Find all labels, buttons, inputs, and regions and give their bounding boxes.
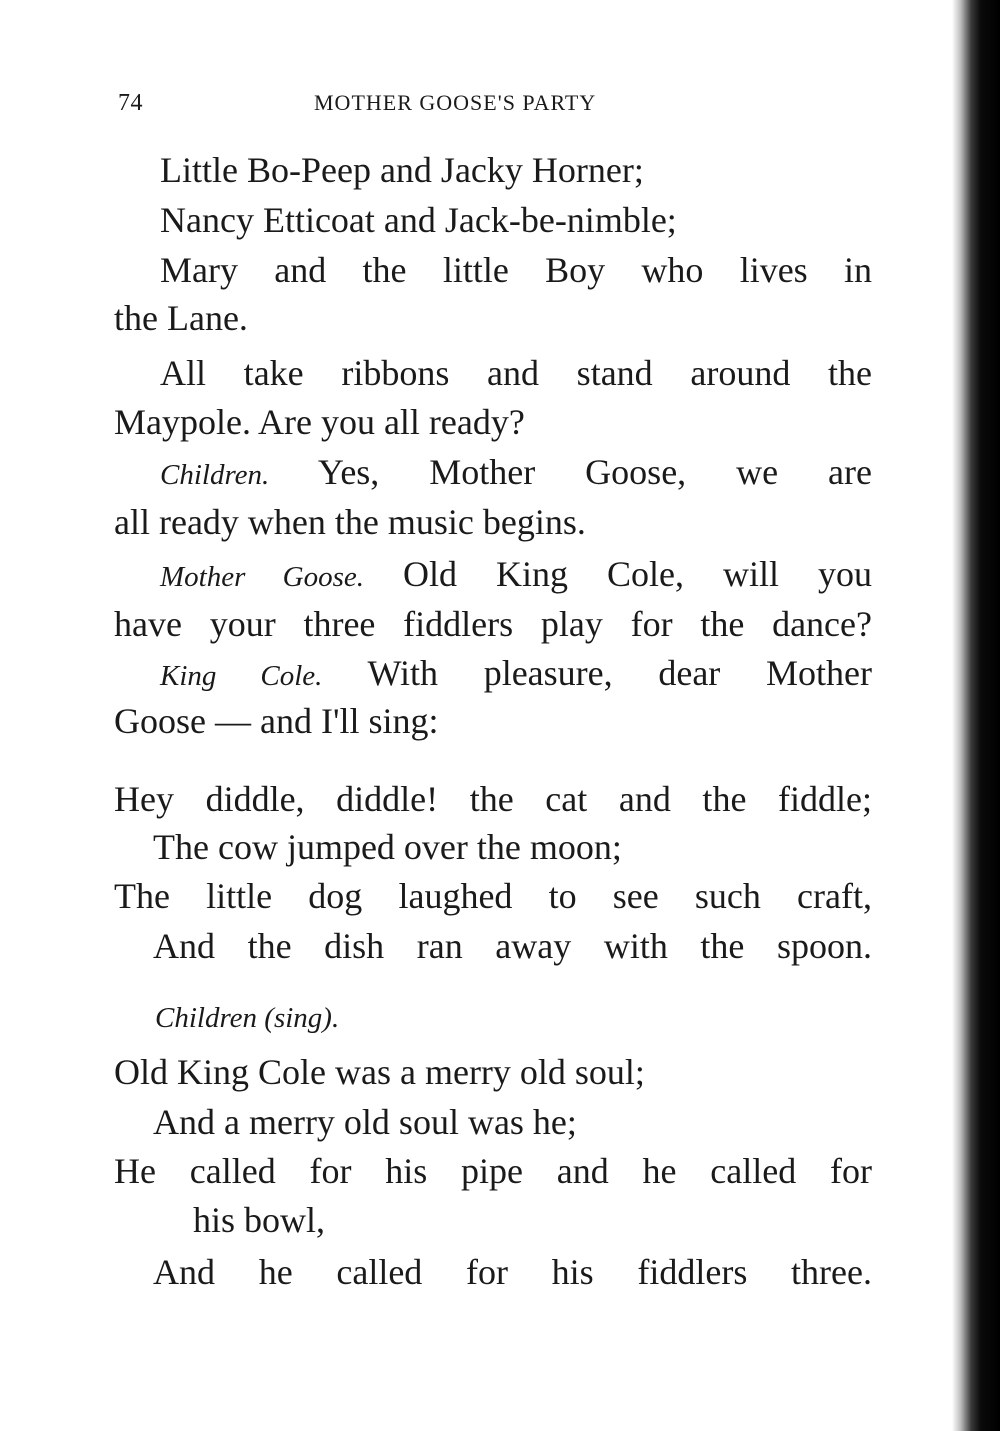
speaker-name: King Cole. [160, 660, 323, 692]
speaker-name: Children. [160, 459, 270, 491]
verse-line: And he called for his fiddlers three. [153, 1252, 872, 1292]
stage-action: (sing). [264, 1002, 340, 1034]
page-binding-edge [952, 0, 1000, 1431]
text-line: the Lane. [114, 298, 248, 338]
speaker-name: Children [155, 1002, 258, 1034]
verse-line: He called for his pipe and he called for [114, 1151, 872, 1191]
text-line: Little Bo-Peep and Jacky Horner; [160, 150, 644, 190]
text-line: Maypole. Are you all ready? [114, 402, 525, 442]
text-line: Mary and the little Boy who lives in [160, 250, 872, 290]
dialogue-line [160, 651, 872, 698]
text-line: Goose — and I'll sing: [114, 701, 439, 741]
speaker-name: Mother Goose. [160, 561, 364, 593]
text-line: all ready when the music begins. [114, 502, 586, 542]
text-line: have your three fiddlers play for the dance? [114, 604, 872, 644]
running-title: MOTHER GOOSE'S PARTY [314, 90, 597, 115]
verse-line: The cow jumped over the moon; [153, 827, 622, 867]
verse-line: And a merry old soul was he; [153, 1102, 577, 1142]
verse-line: Hey diddle, diddle! the cat and the fiddle; [114, 779, 872, 819]
page-number: 74 [118, 90, 143, 116]
dialogue-line [160, 552, 872, 599]
verse-line: And the dish ran away with the spoon. [153, 926, 872, 966]
verse-line: Old King Cole was a merry old soul; [114, 1052, 645, 1092]
stage-direction [155, 996, 913, 1040]
text-line: All take ribbons and stand around the [160, 353, 872, 393]
verse-line: his bowl, [193, 1200, 326, 1240]
dialogue-text: Old King Cole, will you [403, 554, 873, 594]
dialogue-text: With pleasure, dear Mother [367, 653, 872, 693]
text-line: Nancy Etticoat and Jack-be-nimble; [160, 200, 677, 240]
verse-line: The little dog laughed to see such craft, [114, 876, 872, 916]
dialogue-text: Yes, Mother Goose, we are [317, 452, 872, 492]
dialogue-line [160, 450, 872, 497]
running-header [118, 86, 878, 122]
